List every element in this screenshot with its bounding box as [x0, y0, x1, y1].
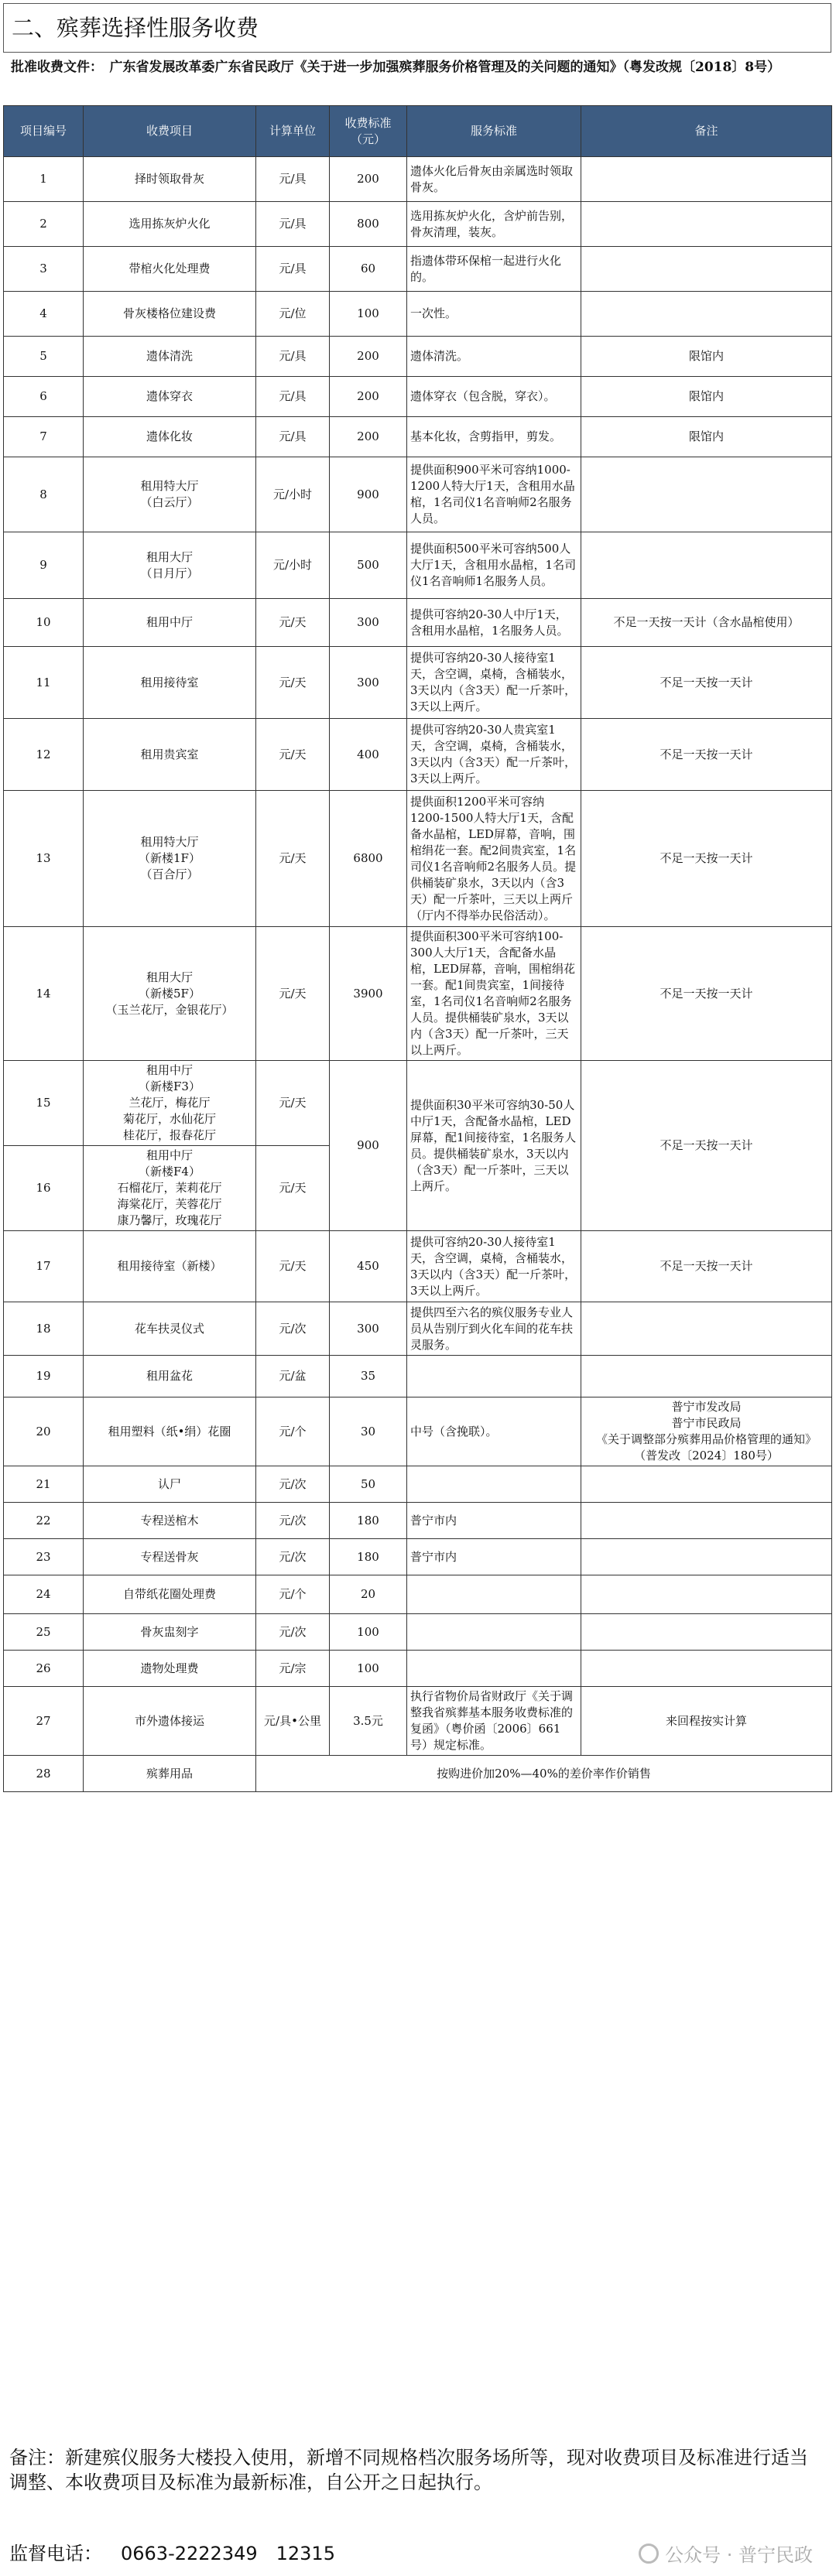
price: 900 — [330, 457, 407, 532]
fee-item: 租用大厅 （新楼5F） （玉兰花厅，金银花厅） — [84, 927, 256, 1061]
unit: 元/个 — [256, 1397, 330, 1466]
fee-item: 遗物处理费 — [84, 1651, 256, 1687]
note: 来回程按实计算 — [581, 1687, 832, 1756]
fee-item: 骨灰楼格位建设费 — [84, 292, 256, 337]
merged-standard: 按购进价加20%—40%的差价率作价销售 — [256, 1756, 832, 1792]
unit: 元/次 — [256, 1503, 330, 1539]
service-standard: 遗体火化后骨灰由亲属选时领取骨灰。 — [407, 157, 581, 202]
table-row — [4, 457, 832, 532]
service-standard: 提供可容纳20-30人接待室1天，含空调，桌椅，含桶装水，3天以内（含3天）配一斤茶叶，3天以上两斤。 — [407, 647, 581, 719]
note: 不足一天按一天计 — [581, 719, 832, 791]
service-standard: 指遗体带环保棺一起进行火化的。 — [407, 247, 581, 292]
table-row — [4, 1539, 832, 1575]
fee-item: 租用大厅 （日月厅） — [84, 532, 256, 599]
note: 不足一天按一天计 — [581, 647, 832, 719]
service-standard: 遗体清洗。 — [407, 337, 581, 377]
note — [581, 157, 832, 202]
unit: 元/具 — [256, 247, 330, 292]
price: 20 — [330, 1575, 407, 1614]
price: 180 — [330, 1539, 407, 1575]
service-standard: 选用拣灰炉火化，含炉前告别，骨灰清理，装灰。 — [407, 202, 581, 247]
unit: 元/天 — [256, 927, 330, 1061]
service-standard — [407, 1614, 581, 1651]
unit: 元/天 — [256, 791, 330, 927]
note: 不足一天按一天计 — [581, 1231, 832, 1302]
table-row — [4, 1302, 832, 1356]
table-row — [4, 1503, 832, 1539]
note: 限馆内 — [581, 377, 832, 417]
fee-item: 遗体穿衣 — [84, 377, 256, 417]
fee-item: 租用中厅 — [84, 599, 256, 647]
row-number: 15 — [4, 1061, 84, 1146]
note — [581, 1466, 832, 1503]
header-cell: 收费标准（元） — [330, 106, 407, 157]
note — [581, 1651, 832, 1687]
service-standard: 提供面积500平米可容纳500人大厅1天，含租用水晶棺，1名司仪1名音响师1名服务人员。 — [407, 532, 581, 599]
row-number: 7 — [4, 417, 84, 457]
header-cell: 服务标准 — [407, 106, 581, 157]
table-row — [4, 1687, 832, 1756]
row-number: 16 — [4, 1146, 84, 1231]
unit: 元/天 — [256, 719, 330, 791]
service-standard: 普宁市内 — [407, 1503, 581, 1539]
service-standard — [407, 1575, 581, 1614]
service-standard: 提供可容纳20-30人贵宾室1天，含空调，桌椅，含桶装水，3天以内（含3天）配一斤茶叶，3天以上两斤。 — [407, 719, 581, 791]
row-number: 1 — [4, 157, 84, 202]
fee-item: 租用接待室 — [84, 647, 256, 719]
table-row — [4, 532, 832, 599]
price: 6800 — [330, 791, 407, 927]
unit: 元/宗 — [256, 1651, 330, 1687]
price: 60 — [330, 247, 407, 292]
wechat-icon — [639, 2544, 659, 2564]
service-standard: 提供面积30平米可容纳30-50人中厅1天，含配备水晶棺，LED屏幕，配1间接待室，1名服务人员。提供桶装矿泉水，3天以内（含3天）配一斤茶叶，三天以上两斤。 — [407, 1061, 581, 1231]
fee-item: 租用特大厅 （白云厅） — [84, 457, 256, 532]
row-number: 24 — [4, 1575, 84, 1614]
phone-number: 0663-2222349 — [121, 2543, 258, 2564]
price: 200 — [330, 157, 407, 202]
table-row — [4, 1466, 832, 1503]
table-row — [4, 647, 832, 719]
supervision-phone — [9, 2541, 354, 2566]
row-number: 11 — [4, 647, 84, 719]
fee-table — [3, 105, 832, 1792]
price: 300 — [330, 599, 407, 647]
service-standard: 执行省物价局省财政厅《关于调整我省殡葬基本服务收费标准的复函》（粤价函〔2006〕661号）规定标准。 — [407, 1687, 581, 1756]
note: 不足一天按一天计 — [581, 927, 832, 1061]
fee-item: 租用塑料（纸•绢）花圈 — [84, 1397, 256, 1466]
price: 400 — [330, 719, 407, 791]
service-standard — [407, 1356, 581, 1397]
fee-item: 遗体清洗 — [84, 337, 256, 377]
price: 200 — [330, 377, 407, 417]
note: 限馆内 — [581, 417, 832, 457]
unit: 元/次 — [256, 1539, 330, 1575]
fee-item: 花车扶灵仪式 — [84, 1302, 256, 1356]
row-number: 26 — [4, 1651, 84, 1687]
fee-item: 带棺火化处理费 — [84, 247, 256, 292]
fee-item: 租用中厅 （新楼F3） 兰花厅，梅花厅 菊花厅，水仙花厅 桂花厅，报春花厅 — [84, 1061, 256, 1146]
service-standard: 基本化妆，含剪指甲，剪发。 — [407, 417, 581, 457]
unit: 元/天 — [256, 1061, 330, 1146]
table-row — [4, 1061, 832, 1146]
table-row — [4, 599, 832, 647]
fee-item: 专程送棺木 — [84, 1503, 256, 1539]
fee-item: 选用拣灰炉火化 — [84, 202, 256, 247]
note — [581, 457, 832, 532]
unit: 元/具 — [256, 377, 330, 417]
row-number: 2 — [4, 202, 84, 247]
fee-item: 骨灰盅刻字 — [84, 1614, 256, 1651]
header-cell: 项目编号 — [4, 106, 84, 157]
table-row — [4, 292, 832, 337]
price: 30 — [330, 1397, 407, 1466]
table-row — [4, 1356, 832, 1397]
note — [581, 1614, 832, 1651]
row-number: 20 — [4, 1397, 84, 1466]
fee-item: 租用中厅 （新楼F4） 石榴花厅，茉莉花厅 海棠花厅，芙蓉花厅 康乃馨厅，玫瑰花厅 — [84, 1146, 256, 1231]
fee-item: 租用贵宾室 — [84, 719, 256, 791]
table-row — [4, 337, 832, 377]
table-row — [4, 1756, 832, 1792]
table-row — [4, 157, 832, 202]
price: 100 — [330, 1614, 407, 1651]
price: 3.5元 — [330, 1687, 407, 1756]
row-number: 23 — [4, 1539, 84, 1575]
price: 200 — [330, 417, 407, 457]
unit: 元/具•公里 — [256, 1687, 330, 1756]
service-standard: 中号（含挽联）。 — [407, 1397, 581, 1466]
note — [581, 247, 832, 292]
price: 3900 — [330, 927, 407, 1061]
price: 900 — [330, 1061, 407, 1231]
unit: 元/盆 — [256, 1356, 330, 1397]
header-cell: 备注 — [581, 106, 832, 157]
footer-note: 备注：新建殡仪服务大楼投入使用，新增不同规格档次服务场所等，现对收费项目及标准进行适当调整、本收费项目及标准为最新标准，自公开之日起执行。 — [9, 2447, 808, 2493]
service-standard — [407, 1466, 581, 1503]
row-number: 10 — [4, 599, 84, 647]
row-number: 6 — [4, 377, 84, 417]
unit: 元/天 — [256, 1146, 330, 1231]
table-row — [4, 791, 832, 927]
unit: 元/天 — [256, 599, 330, 647]
header-cell: 计算单位 — [256, 106, 330, 157]
price: 35 — [330, 1356, 407, 1397]
note: 不足一天按一天计 — [581, 791, 832, 927]
fee-item: 殡葬用品 — [84, 1756, 256, 1792]
price: 300 — [330, 647, 407, 719]
phone-label: 监督电话： — [9, 2543, 102, 2564]
price: 100 — [330, 292, 407, 337]
note — [581, 1575, 832, 1614]
unit: 元/具 — [256, 202, 330, 247]
table-row — [4, 1651, 832, 1687]
table-row — [4, 719, 832, 791]
table-row — [4, 927, 832, 1061]
row-number: 4 — [4, 292, 84, 337]
row-number: 13 — [4, 791, 84, 927]
row-number: 8 — [4, 457, 84, 532]
unit: 元/天 — [256, 647, 330, 719]
phone-number-alt: 12315 — [276, 2543, 335, 2564]
price: 300 — [330, 1302, 407, 1356]
fee-item: 认尸 — [84, 1466, 256, 1503]
table-header-row — [4, 106, 832, 157]
fee-item: 自带纸花圈处理费 — [84, 1575, 256, 1614]
table-row — [4, 202, 832, 247]
note — [581, 1503, 832, 1539]
price: 800 — [330, 202, 407, 247]
note: 不足一天按一天计 — [581, 1061, 832, 1231]
price: 200 — [330, 337, 407, 377]
service-standard: 普宁市内 — [407, 1539, 581, 1575]
note — [581, 292, 832, 337]
price: 450 — [330, 1231, 407, 1302]
fee-item: 租用特大厅 （新楼1F） （百合厅） — [84, 791, 256, 927]
table-row — [4, 417, 832, 457]
row-number: 14 — [4, 927, 84, 1061]
service-standard: 提供可容纳20-30人接待室1天，含空调，桌椅，含桶装水，3天以内（含3天）配一斤茶叶，3天以上两斤。 — [407, 1231, 581, 1302]
unit: 元/具 — [256, 157, 330, 202]
row-number: 22 — [4, 1503, 84, 1539]
service-standard: 遗体穿衣（包含脱，穿衣）。 — [407, 377, 581, 417]
row-number: 9 — [4, 532, 84, 599]
unit: 元/小时 — [256, 457, 330, 532]
row-number: 3 — [4, 247, 84, 292]
approval-document: 批准收费文件： 广东省发展改革委广东省民政厅《关于进一步加强殡葬服务价格管理及的关问题的通知》（粤发改规〔2018〕8号） — [11, 60, 781, 75]
row-number: 12 — [4, 719, 84, 791]
table-row — [4, 1575, 832, 1614]
service-standard: 提供面积1200平米可容纳1200-1500人特大厅1天，含配备水晶棺，LED屏幕，音响，围棺绢花一套。配2间贵宾室，1名司仪1名音响师2名服务人员。提供桶装矿泉水，3天以内（含3天）配一斤茶叶，三天以上两斤（厅内不得举办民俗活动）。 — [407, 791, 581, 927]
note — [581, 202, 832, 247]
service-standard: 提供面积900平米可容纳1000-1200人特大厅1天，含租用水晶棺，1名司仪1名音响师2名服务人员。 — [407, 457, 581, 532]
unit: 元/具 — [256, 337, 330, 377]
price: 50 — [330, 1466, 407, 1503]
fee-item: 市外遗体接运 — [84, 1687, 256, 1756]
row-number: 18 — [4, 1302, 84, 1356]
note: 不足一天按一天计（含水晶棺使用） — [581, 599, 832, 647]
note: 普宁市发改局 普宁市民政局 《关于调整部分殡葬用品价格管理的通知》 （普发改〔2024〕180号） — [581, 1397, 832, 1466]
watermark — [639, 2540, 813, 2567]
table-row — [4, 1614, 832, 1651]
unit: 元/次 — [256, 1614, 330, 1651]
note — [581, 1302, 832, 1356]
note: 限馆内 — [581, 337, 832, 377]
note — [581, 1356, 832, 1397]
watermark-text: 公众号 · 普宁民政 — [665, 2544, 813, 2566]
table-row — [4, 377, 832, 417]
service-standard: 提供面积300平米可容纳100-300人大厅1天，含配备水晶棺，LED屏幕，音响，围棺绢花一套。配1间贵宾室，1间接待室，1名司仪1名音响师2名服务人员。提供桶装矿泉水，3天以内（含3天）配一斤茶叶，三天以上两斤。 — [407, 927, 581, 1061]
row-number: 19 — [4, 1356, 84, 1397]
fee-item: 遗体化妆 — [84, 417, 256, 457]
service-standard — [407, 1651, 581, 1687]
unit: 元/具 — [256, 417, 330, 457]
fee-item: 租用盆花 — [84, 1356, 256, 1397]
header-cell: 收费项目 — [84, 106, 256, 157]
fee-item: 专程送骨灰 — [84, 1539, 256, 1575]
row-number: 27 — [4, 1687, 84, 1756]
section-title: 二、殡葬选择性服务收费 — [3, 3, 831, 53]
row-number: 5 — [4, 337, 84, 377]
unit: 元/次 — [256, 1302, 330, 1356]
unit: 元/天 — [256, 1231, 330, 1302]
service-standard: 提供四至六名的殡仪服务专业人员从告别厅到火化车间的花车扶灵服务。 — [407, 1302, 581, 1356]
unit: 元/次 — [256, 1466, 330, 1503]
service-standard: 提供可容纳20-30人中厅1天，含租用水晶棺，1名服务人员。 — [407, 599, 581, 647]
table-row — [4, 1231, 832, 1302]
row-number: 25 — [4, 1614, 84, 1651]
row-number: 28 — [4, 1756, 84, 1792]
note — [581, 532, 832, 599]
table-row — [4, 1397, 832, 1466]
fee-item: 择时领取骨灰 — [84, 157, 256, 202]
unit: 元/小时 — [256, 532, 330, 599]
row-number: 21 — [4, 1466, 84, 1503]
row-number: 17 — [4, 1231, 84, 1302]
note — [581, 1539, 832, 1575]
price: 180 — [330, 1503, 407, 1539]
service-standard: 一次性。 — [407, 292, 581, 337]
unit: 元/个 — [256, 1575, 330, 1614]
price: 100 — [330, 1651, 407, 1687]
price: 500 — [330, 532, 407, 599]
unit: 元/位 — [256, 292, 330, 337]
fee-item: 租用接待室（新楼） — [84, 1231, 256, 1302]
table-row — [4, 247, 832, 292]
